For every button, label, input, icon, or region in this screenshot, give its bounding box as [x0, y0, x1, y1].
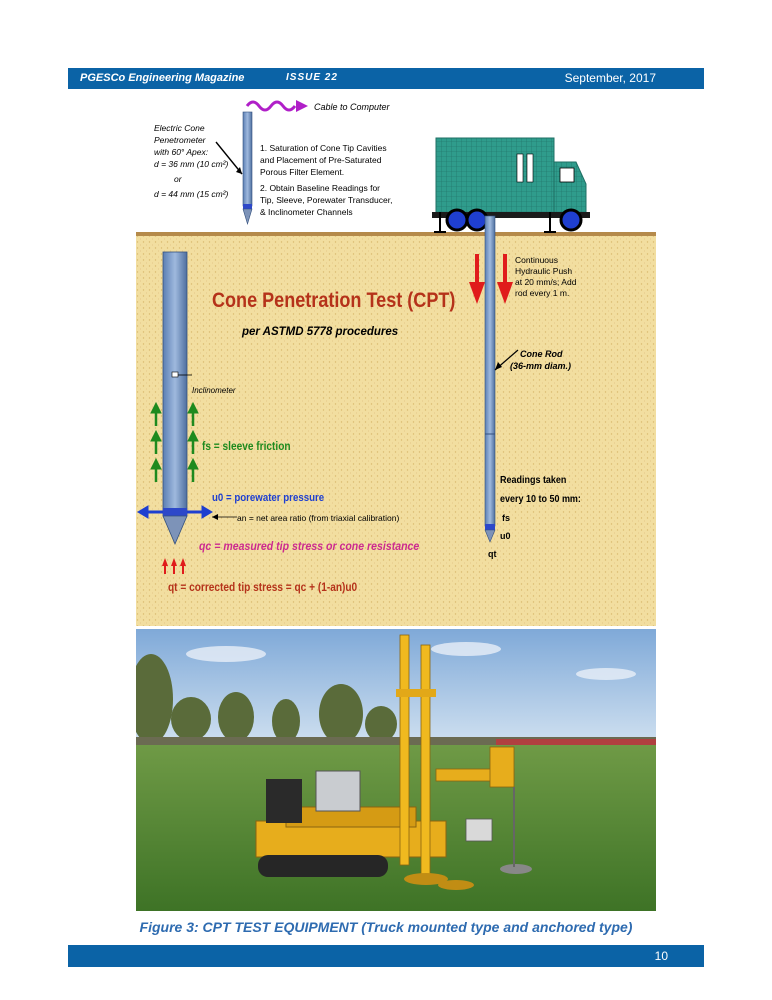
- cpt-diagram: [136, 96, 656, 626]
- page-number: 10: [654, 949, 668, 963]
- cable-arrow-icon: [296, 100, 308, 112]
- tip-stress-arrows: [162, 558, 186, 574]
- svg-text:(36-mm diam.): (36-mm diam.): [510, 361, 572, 371]
- net-area-label: an = net area ratio (from triaxial calibration): [237, 513, 400, 523]
- svg-text:Continuous: Continuous: [515, 255, 559, 265]
- svg-text:1. Saturation of Cone Tip Cav: 1. Saturation of Cone Tip Cavities: [260, 143, 387, 153]
- issue-date: September, 2017: [564, 71, 656, 85]
- cpt-rig-photo: [136, 629, 656, 911]
- svg-text:and Placement of Pre-Saturated: and Placement of Pre-Saturated: [260, 155, 382, 165]
- issue-number: ISSUE 22: [286, 72, 338, 83]
- diagram-subtitle: per ASTMD 5778 procedures: [242, 326, 399, 338]
- svg-text:u0: u0: [500, 531, 511, 541]
- cable-label: Cable to Computer: [314, 102, 390, 112]
- magazine-title: PGESCo Engineering Magazine: [80, 72, 245, 84]
- inclinometer-label: Inclinometer: [192, 386, 236, 395]
- diagram-title: Cone Penetration Test (CPT): [212, 288, 456, 313]
- svg-text:rod every 1 m.: rod every 1 m.: [515, 288, 570, 298]
- probe-large: [163, 252, 187, 516]
- svg-text:Cone Rod: Cone Rod: [520, 349, 563, 359]
- svg-text:at 20 mm/s; Add: at 20 mm/s; Add: [515, 277, 577, 287]
- porewater-label: u0 = porewater pressure: [212, 492, 325, 505]
- svg-text:or: or: [174, 174, 182, 184]
- svg-text:Porous Filter Element.: Porous Filter Element.: [260, 167, 345, 177]
- corrected-tip-stress-label: qt = corrected tip stress = qc + (1-an)u0: [168, 581, 358, 595]
- svg-text:Electric Cone: Electric Cone: [154, 123, 205, 133]
- procedure-steps: [260, 143, 392, 217]
- sleeve-friction-label: fs = sleeve friction: [202, 440, 291, 454]
- svg-text:d = 36 mm (10 cm²): d = 36 mm (10 cm²): [154, 159, 229, 169]
- svg-text:Penetrometer: Penetrometer: [154, 135, 206, 145]
- cable-icon: [247, 102, 295, 110]
- svg-text:fs: fs: [502, 513, 511, 523]
- page-header: [68, 68, 704, 89]
- page-footer: [68, 945, 704, 967]
- svg-text:Readings taken: Readings taken: [500, 474, 567, 487]
- svg-text:qt: qt: [488, 549, 497, 559]
- svg-text:with 60° Apex:: with 60° Apex:: [154, 147, 209, 157]
- svg-text:every 10 to 50 mm:: every 10 to 50 mm:: [500, 493, 581, 506]
- svg-text:& Inclinometer Channels: & Inclinometer Channels: [260, 207, 353, 217]
- svg-text:Hydraulic Push: Hydraulic Push: [515, 266, 573, 276]
- ground-line: [136, 232, 656, 236]
- svg-text:Tip, Sleeve, Porewater Transdu: Tip, Sleeve, Porewater Transducer,: [260, 195, 393, 205]
- svg-text:d = 44 mm (15 cm²): d = 44 mm (15 cm²): [154, 189, 229, 199]
- cone-rod: [485, 216, 495, 526]
- measured-tip-stress-label: qc = measured tip stress or cone resistance: [199, 540, 420, 554]
- probe-small-tip-icon: [243, 209, 252, 224]
- probe-small: [243, 112, 252, 206]
- svg-text:2. Obtain Baseline Readings f: 2. Obtain Baseline Readings for: [260, 183, 381, 193]
- probe-specs: [154, 123, 229, 199]
- figure-caption: Figure 3: CPT TEST EQUIPMENT (Truck mounted type and anchored type): [139, 919, 633, 935]
- cpt-truck-icon: [432, 138, 590, 232]
